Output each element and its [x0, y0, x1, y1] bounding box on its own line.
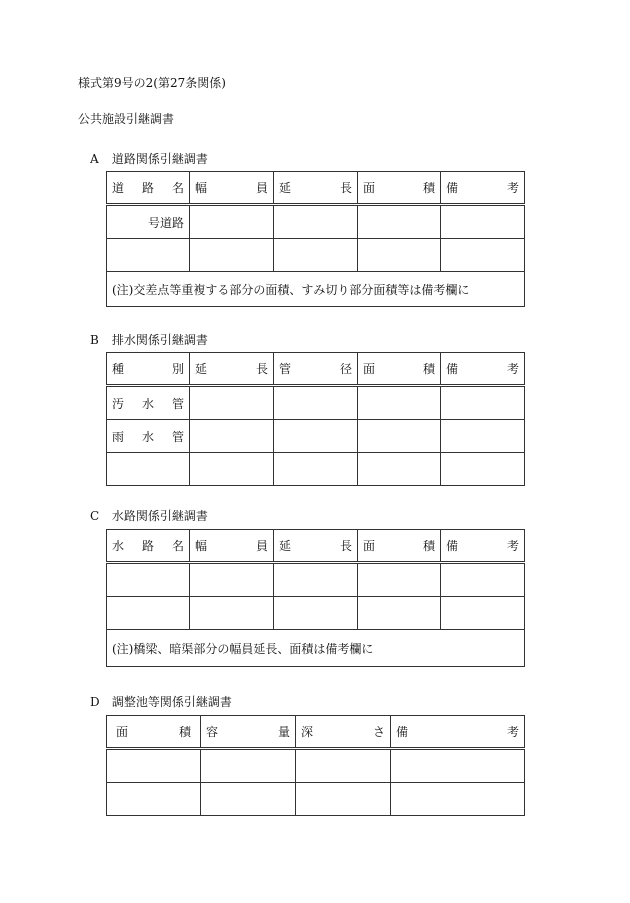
table-cell[interactable] [190, 597, 274, 630]
header-area: 面 積 [358, 353, 441, 386]
table-cell[interactable] [441, 597, 525, 630]
table-cell[interactable] [274, 386, 358, 420]
table-cell[interactable] [391, 749, 525, 783]
waterway-table-header [107, 530, 525, 563]
table-cell[interactable] [358, 597, 441, 630]
table-cell[interactable] [201, 783, 296, 816]
header-length: 延 長 [190, 353, 274, 386]
table-cell[interactable] [274, 453, 358, 486]
table-cell[interactable] [296, 783, 391, 816]
table-cell[interactable] [107, 239, 190, 272]
section-c-title: 水路関係引継調書 [111, 509, 208, 523]
header-remarks: 備 考 [441, 353, 525, 386]
drainage-table [106, 352, 525, 486]
header-length: 延 長 [274, 530, 358, 563]
drainage-table-header [107, 353, 525, 386]
header-waterway-name: 水 路 名 [107, 530, 190, 563]
header-remarks: 備 考 [391, 716, 525, 749]
note-row [107, 272, 525, 307]
table-cell[interactable] [190, 420, 274, 453]
table-row [107, 239, 525, 272]
table-row [107, 597, 525, 630]
header-capacity: 容 量 [201, 716, 296, 749]
table-cell[interactable] [358, 205, 441, 239]
section-b-title: 排水関係引継調書 [111, 333, 208, 347]
section-b-heading [90, 331, 208, 348]
table-cell[interactable] [107, 563, 190, 597]
table-cell[interactable] [190, 453, 274, 486]
table-cell[interactable] [358, 453, 441, 486]
waterway-table-note: (注)橋梁、暗渠部分の幅員延長、面積は備考欄に [107, 630, 525, 667]
table-cell[interactable] [107, 783, 201, 816]
retention-pond-table-header [107, 716, 525, 749]
header-road-name: 道 路 名 [107, 172, 190, 205]
table-cell[interactable] [441, 563, 525, 597]
table-cell[interactable] [274, 205, 358, 239]
table-cell[interactable] [274, 420, 358, 453]
section-a-title: 道路関係引継調書 [111, 152, 208, 166]
section-d-title: 調整池等関係引継調書 [111, 695, 232, 709]
header-area: 面 積 [107, 716, 201, 749]
table-cell[interactable] [107, 453, 190, 486]
table-cell[interactable] [190, 563, 274, 597]
table-cell[interactable] [201, 749, 296, 783]
sewage-pipe-cell[interactable]: 汚 水 管 [107, 386, 190, 420]
table-cell[interactable] [190, 239, 274, 272]
header-area: 面 積 [358, 530, 441, 563]
header-width: 幅 員 [190, 530, 274, 563]
section-d-letter: D [90, 695, 100, 709]
section-c-heading [90, 507, 208, 524]
header-pipe-diameter: 管 径 [274, 353, 358, 386]
table-row [107, 783, 525, 816]
table-cell[interactable] [358, 420, 441, 453]
header-remarks: 備 考 [441, 172, 525, 205]
road-table-note: (注)交差点等重複する部分の面積、すみ切り部分面積等は備考欄に [107, 272, 525, 307]
table-cell[interactable] [296, 749, 391, 783]
waterway-table [106, 529, 525, 667]
section-b-letter: B [90, 333, 99, 347]
table-cell[interactable] [358, 239, 441, 272]
table-cell[interactable] [441, 386, 525, 420]
stormwater-pipe-cell[interactable]: 雨 水 管 [107, 420, 190, 453]
table-row [107, 420, 525, 453]
header-width: 幅 員 [190, 172, 274, 205]
section-a-letter: A [90, 152, 99, 166]
table-row [107, 205, 525, 239]
table-row [107, 749, 525, 783]
table-cell[interactable] [358, 563, 441, 597]
table-cell[interactable] [441, 205, 525, 239]
table-cell[interactable] [358, 386, 441, 420]
road-number-cell[interactable]: 号道路 [107, 205, 190, 239]
header-depth: 深 さ [296, 716, 391, 749]
table-cell[interactable] [274, 597, 358, 630]
table-cell[interactable] [441, 420, 525, 453]
table-row [107, 386, 525, 420]
header-remarks: 備 考 [441, 530, 525, 563]
table-cell[interactable] [274, 563, 358, 597]
form-number: 様式第9号の2(第27条関係) [78, 76, 226, 90]
section-d-heading [90, 693, 232, 710]
table-cell[interactable] [441, 453, 525, 486]
table-cell[interactable] [274, 239, 358, 272]
section-a-heading [90, 150, 208, 167]
header-area: 面 積 [358, 172, 441, 205]
table-row [107, 563, 525, 597]
table-cell[interactable] [391, 783, 525, 816]
retention-pond-table [106, 715, 525, 816]
road-table [106, 171, 525, 307]
table-cell[interactable] [190, 386, 274, 420]
road-table-header [107, 172, 525, 205]
table-cell[interactable] [190, 205, 274, 239]
table-row [107, 453, 525, 486]
section-c-letter: C [90, 509, 100, 523]
table-cell[interactable] [441, 239, 525, 272]
header-type: 種 別 [107, 353, 190, 386]
header-length: 延 長 [274, 172, 358, 205]
note-row [107, 630, 525, 667]
table-cell[interactable] [107, 749, 201, 783]
document-title: 公共施設引継調書 [78, 112, 175, 126]
table-cell[interactable] [107, 597, 190, 630]
